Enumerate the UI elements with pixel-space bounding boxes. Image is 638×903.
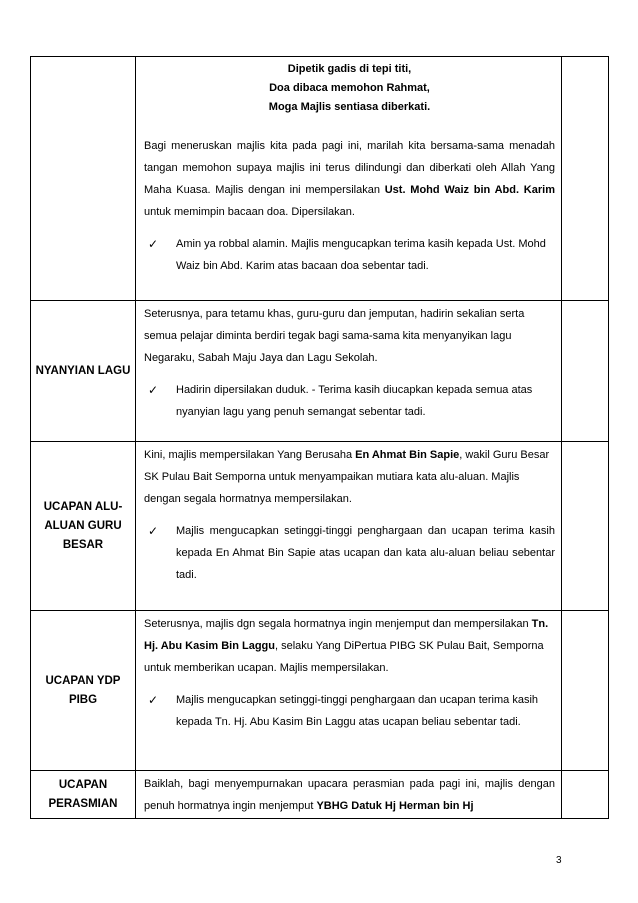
guest-name: Tn. Hj. Abu Kasim Bin Laggu	[144, 618, 549, 652]
checkmark-icon: ✓	[148, 383, 159, 397]
row-content	[136, 301, 562, 442]
script-paragraph: Kini, majlis mempersilakan Yang Berusaha En Ahmat Bin Sapie, wakil Guru Besar SK Pulau Bait Semporna untuk menyampaikan mutiara kata alu-aluan. Majlis dengan segala hormatnya mempersilakan.	[144, 449, 550, 505]
checklist-item: ✓ Hadirin dipersilakan duduk. - Terima kasih diucapkan kepada semua atas nyanyian lagu yang penuh semangat sebentar tadi.	[144, 379, 555, 423]
notes-cell	[562, 442, 609, 611]
checklist-item: ✓ Majlis mengucapkan setinggi-tinggi penghargaan dan ucapan terima kasih kepada En Ahmat Bin Sapie atas ucapan dan kata alu-aluan beliau sebentar tadi.	[144, 520, 555, 586]
row-label: UCAPAN ALU-ALUAN GURU BESAR	[31, 442, 136, 611]
checkmark-icon: ✓	[148, 524, 159, 538]
row-label: UCAPAN PERASMIAN	[31, 771, 136, 819]
row-label	[31, 57, 136, 301]
table-row	[31, 611, 609, 771]
pantun-line: Doa dibaca memohon Rahmat,	[269, 82, 430, 94]
row-content	[136, 771, 562, 819]
guest-name: En Ahmat Bin Sapie	[355, 449, 460, 461]
checkmark-icon: ✓	[148, 237, 159, 251]
row-content	[136, 611, 562, 771]
pantun	[144, 59, 555, 117]
notes-cell	[562, 771, 609, 819]
page-number: 3	[556, 855, 562, 866]
checklist-item: ✓ Majlis mengucapkan setinggi-tinggi penghargaan dan ucapan terima kasih kepada Tn. Hj. Abu Kasim Bin Laggu atas ucapan beliau sebentar tadi.	[144, 689, 555, 733]
pantun-line: Dipetik gadis di tepi titi,	[287, 63, 412, 75]
guest-name: Ust. Mohd Waiz bin Abd. Karim	[384, 184, 555, 196]
row-label: UCAPAN YDP PIBG	[31, 611, 136, 771]
script-paragraph: Seterusnya, para tetamu khas, guru-guru dan jemputan, hadirin sekalian serta semua pelajar diminta berdiri tegak bagi sama-sama kita menyanyikan lagu Negaraku, Sabah Maju Jaya dan Lagu Sekolah.	[144, 308, 525, 364]
table-row	[31, 301, 609, 442]
table-row	[31, 771, 609, 819]
row-label: NYANYIAN LAGU	[31, 301, 136, 442]
row-content	[136, 57, 562, 301]
script-paragraph: Baiklah, bagi menyempurnakan upacara perasmian pada pagi ini, majlis dengan penuh hormatnya ingin menjemput YBHG Datuk Hj Herman bin Hj	[144, 778, 555, 812]
guest-name: YBHG Datuk Hj Herman bin Hj	[316, 800, 474, 812]
pantun-line: Moga Majlis sentiasa diberkati.	[268, 101, 431, 113]
row-content	[136, 442, 562, 611]
notes-cell	[562, 611, 609, 771]
notes-cell	[562, 301, 609, 442]
table-row	[31, 442, 609, 611]
script-paragraph: Bagi meneruskan majlis kita pada pagi ini, marilah kita bersama-sama menadah tangan memohon supaya majlis ini terus dilindungi dan diberkati oleh Allah Yang Maha Kuasa. Majlis dengan ini mempersilakan Ust. Mohd Waiz bin Abd. Karim untuk memimpin bacaan doa. Dipersilakan.	[144, 140, 555, 218]
checkmark-icon: ✓	[148, 693, 159, 707]
checklist-item: ✓ Amin ya robbal alamin. Majlis mengucapkan terima kasih kepada Ust. Mohd Waiz bin Abd. Karim atas bacaan doa sebentar tadi.	[144, 233, 555, 277]
program-table	[30, 56, 609, 819]
table-row	[31, 57, 609, 301]
script-paragraph: Seterusnya, majlis dgn segala hormatnya ingin menjemput dan mempersilakan Tn. Hj. Abu Kasim Bin Laggu, selaku Yang DiPertua PIBG SK Pulau Bait, Semporna untuk memberikan ucapan. Majlis mempersilakan.	[144, 618, 549, 674]
notes-cell	[562, 57, 609, 301]
